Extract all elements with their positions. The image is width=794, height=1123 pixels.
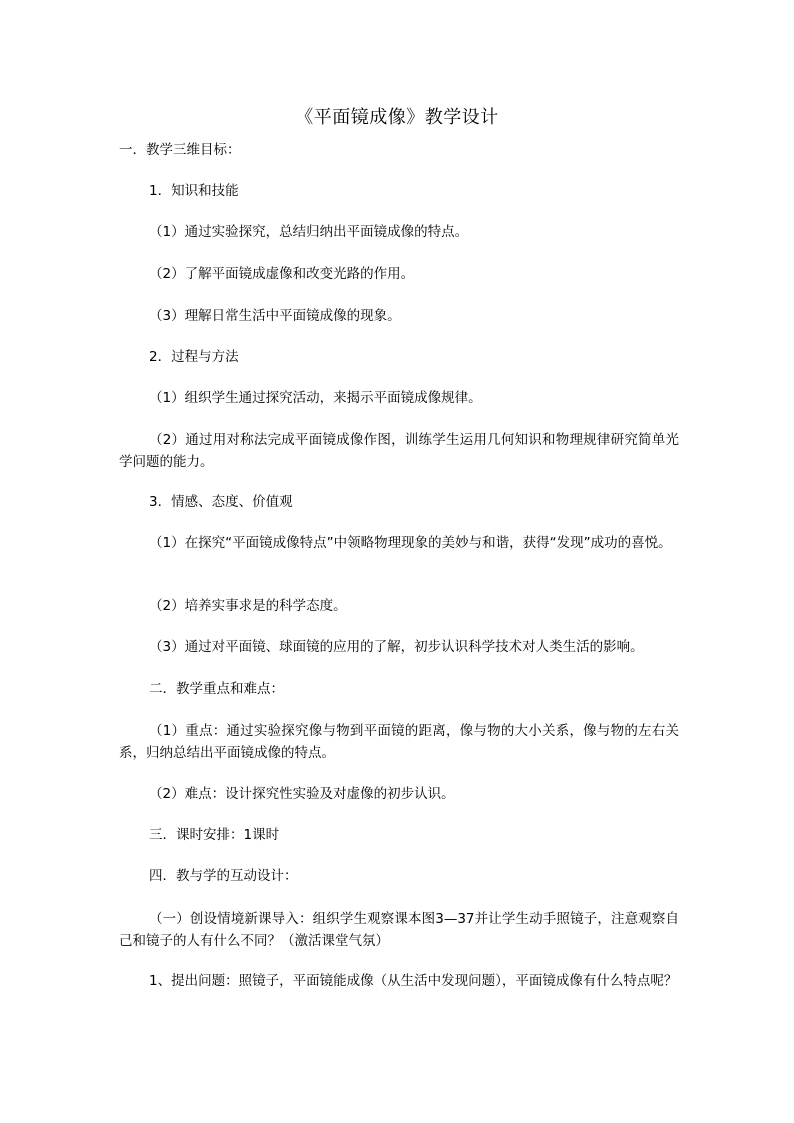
document-title: 《平面镜成像》教学设计 [295, 107, 499, 128]
paragraph: （1）在探究“平面镜成像特点”中领略物理现象的美妙与和谐，获得“发现”成功的喜悦。 [149, 535, 672, 551]
paragraph: （一）创设情境新课导入：组织学生观察课本图3—37并让学生动手照镜子，注意观察自己和镜子的人有什么不同？（激活课堂气氛） [119, 911, 679, 949]
paragraph: （1）通过实验探究，总结归纳出平面镜成像的特点。 [149, 224, 469, 240]
paragraph: （3）理解日常生活中平面镜成像的现象。 [149, 308, 401, 324]
paragraph: （2）通过用对称法完成平面镜成像作图，训练学生运用几何知识和物理规律研究简单光学问题的能力。 [119, 432, 679, 470]
subsection2-heading: 2．过程与方法 [149, 349, 239, 365]
section4-heading: 四．教与学的互动设计： [149, 868, 298, 884]
section3-heading: 三．课时安排：1课时 [149, 827, 280, 843]
paragraph: （3）通过对平面镜、球面镜的应用的了解，初步认识科学技术对人类生活的影响。 [149, 639, 644, 655]
paragraph: （1）组织学生通过探究活动，来揭示平面镜成像规律。 [149, 390, 482, 406]
paragraph: （1）重点：通过实验探究像与物到平面镜的距离，像与物的大小关系，像与物的左右关系，归纳总结出平面镜成像的特点。 [119, 723, 679, 761]
section2-heading: 二．教学重点和难点： [149, 681, 284, 697]
paragraph: （2）培养实事求是的科学态度。 [149, 598, 347, 614]
paragraph: （2）了解平面镜成虚像和改变光路的作用。 [149, 266, 415, 282]
subsection1-heading: 1．知识和技能 [149, 183, 239, 199]
section1-heading: 一．教学三维目标： [119, 142, 241, 158]
paragraph: （2）难点：设计探究性实验及对虚像的初步认识。 [149, 786, 455, 802]
paragraph: 1、提出问题：照镜子，平面镜能成像（从生活中发现问题），平面镜成像有什么特点呢？ [149, 973, 678, 989]
subsection3-heading: 3．情感、态度、价值观 [149, 494, 293, 510]
